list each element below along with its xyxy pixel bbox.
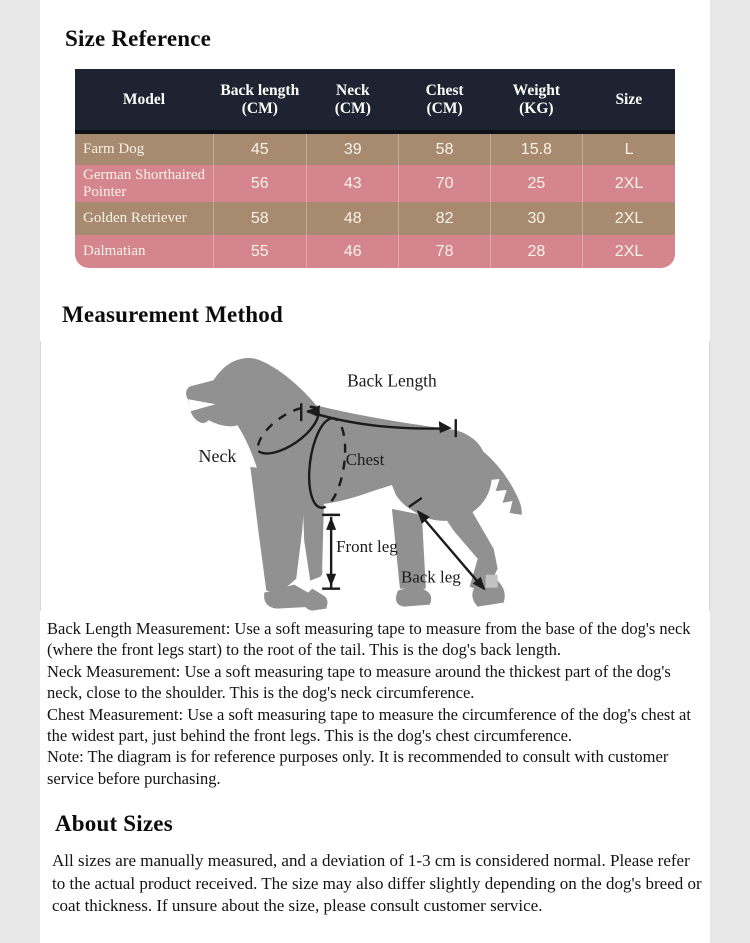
measurement-method-title: Measurement Method [62, 302, 283, 327]
col-header-chest: Chest (CM) [399, 69, 490, 132]
neck-label: Neck [198, 446, 237, 467]
cell-back-length: 55 [213, 235, 307, 268]
cell-neck: 39 [307, 132, 399, 165]
col-header-neck: Neck (CM) [307, 69, 399, 132]
front-leg-label: Front leg [336, 536, 398, 556]
col-header-back-length: Back length (CM) [213, 69, 307, 132]
watermark-square [486, 575, 498, 588]
table-row [75, 132, 675, 165]
chest-measurement-text: Chest Measurement: Use a soft measuring tape to measure the circumference of the dog's chest at the widest part, just behind the front legs. This is the dog's chest circumference. [47, 704, 691, 746]
cell-chest: 82 [399, 202, 490, 235]
cell-neck: 46 [307, 235, 399, 268]
cell-size: 2XL [583, 235, 675, 268]
col-header-size: Size [583, 69, 675, 132]
cell-chest: 70 [399, 165, 490, 202]
dog-measurement-svg [41, 341, 709, 611]
about-sizes-title: About Sizes [55, 811, 173, 837]
cell-size: 2XL [583, 165, 675, 202]
table-row [75, 235, 675, 268]
cell-chest: 58 [399, 132, 490, 165]
cell-weight: 15.8 [490, 132, 582, 165]
chest-label: Chest [345, 450, 385, 470]
size-table [75, 69, 675, 268]
cell-back-length: 56 [213, 165, 307, 202]
cell-model: German Shorthaired Pointer [75, 165, 213, 202]
cell-model: Dalmatian [75, 235, 213, 268]
cell-weight: 30 [490, 202, 582, 235]
table-row [75, 202, 675, 235]
measurement-note-text: Note: The diagram is for reference purposes only. It is recommended to consult with customer service before purchasing. [47, 747, 669, 788]
cell-size: 2XL [583, 202, 675, 235]
about-sizes-text: All sizes are manually measured, and a deviation of 1-3 cm is considered normal. Please refer to the actual product received. The size may also differ slightly depending on the dog's breed or coat thickness. If unsure about the size, please consult customer service. [52, 851, 702, 916]
back-length-measurement-text: Back Length Measurement: Use a soft measuring tape to measure from the base of the dog's neck (where the front legs start) to the root of the tail. This is the dog's back length. [47, 619, 691, 660]
measurement-diagram [40, 341, 710, 611]
cell-model: Farm Dog [75, 132, 213, 165]
cell-weight: 25 [490, 165, 582, 202]
cell-back-length: 58 [213, 202, 307, 235]
measurement-instructions [47, 618, 703, 789]
cell-model: Golden Retriever [75, 202, 213, 235]
col-header-weight: Weight (KG) [490, 69, 582, 132]
cell-chest: 78 [399, 235, 490, 268]
size-reference-title: Size Reference [65, 26, 212, 51]
table-row [75, 165, 675, 202]
cell-neck: 43 [307, 165, 399, 202]
neck-measurement-text: Neck Measurement: Use a soft measuring tape to measure around the thickest part of the dog's neck, close to the shoulder. This is the dog's neck circumference. [47, 661, 671, 703]
cell-size: L [583, 132, 675, 165]
size-table-wrapper [75, 69, 675, 268]
back-leg-label: Back leg [400, 567, 461, 587]
back-length-label: Back Length [347, 370, 437, 391]
col-header-model: Model [75, 69, 213, 132]
content-column [40, 0, 710, 943]
cell-weight: 28 [490, 235, 582, 268]
cell-back-length: 45 [213, 132, 307, 165]
cell-neck: 48 [307, 202, 399, 235]
table-header-row [75, 69, 675, 132]
